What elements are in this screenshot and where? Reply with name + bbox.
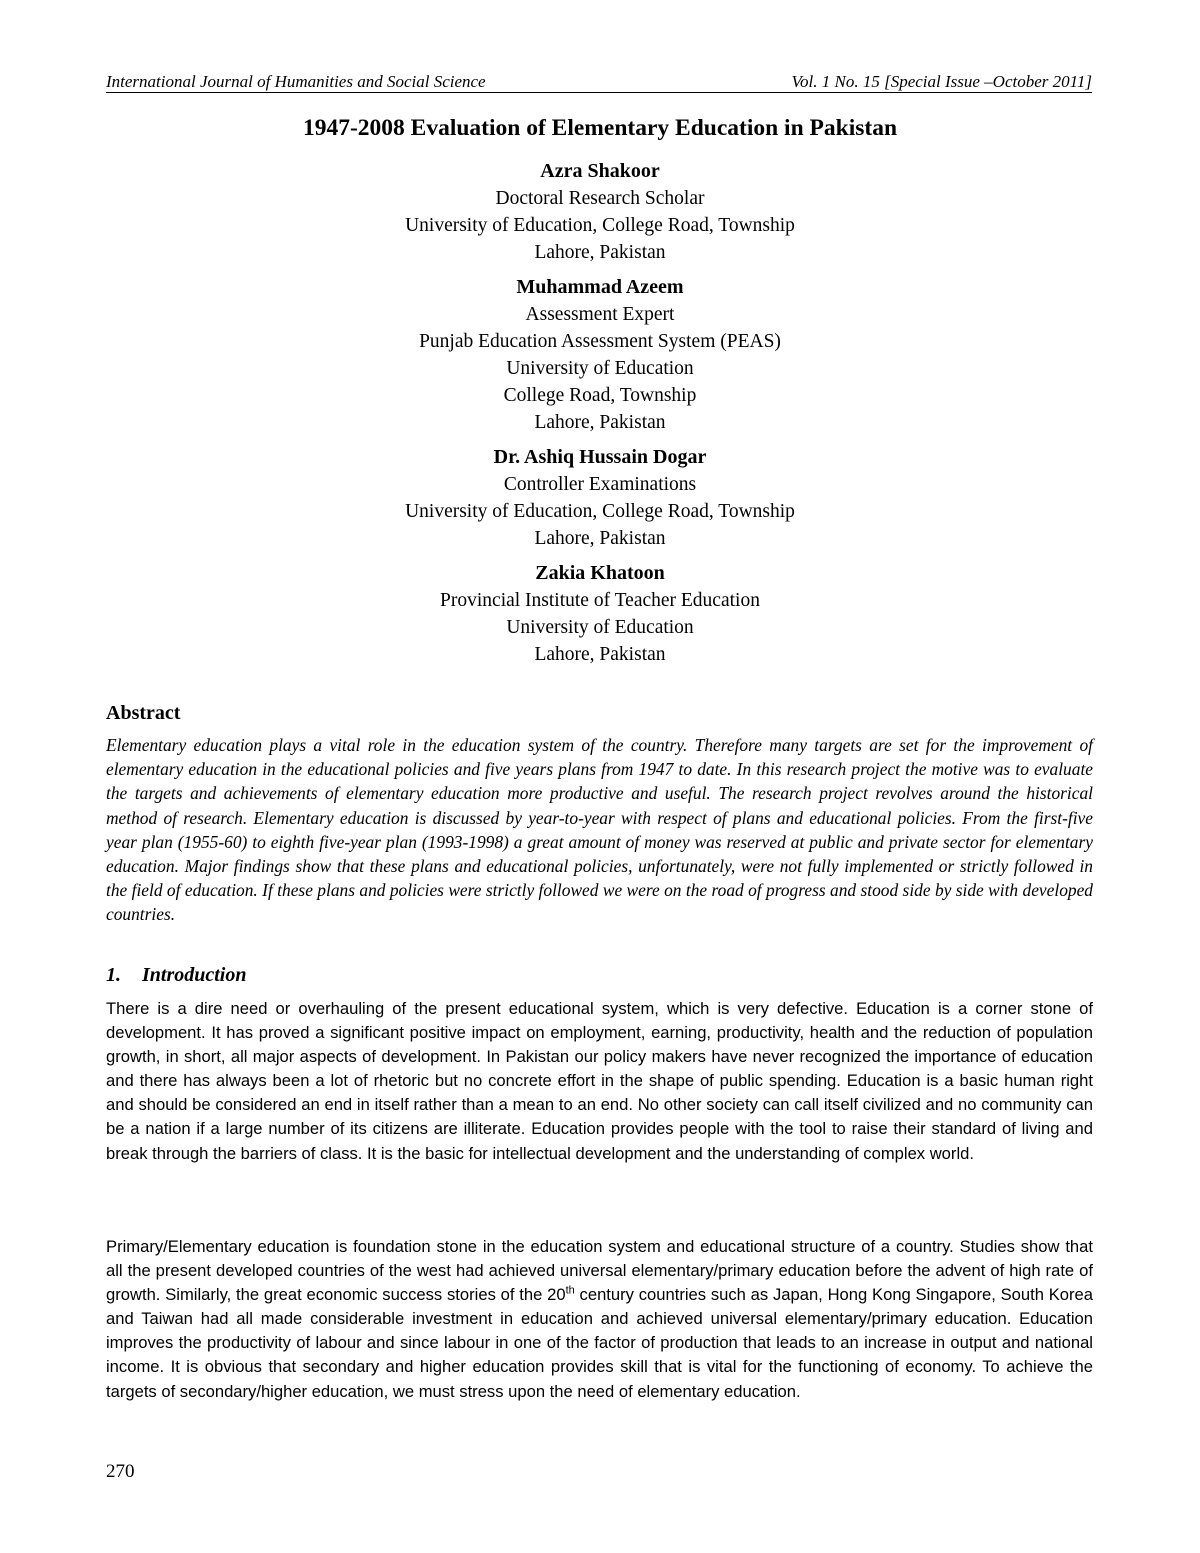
issue-info: Vol. 1 No. 15 [Special Issue –October 2011] [791, 72, 1092, 91]
paper-title: 1947-2008 Evaluation of Elementary Education in Pakistan [302, 115, 898, 141]
author-name: Dr. Ashiq Hussain Dogar [493, 446, 707, 468]
section-heading-introduction [106, 962, 246, 989]
author-1 [0, 158, 1200, 266]
affiliation-line: Lahore, Pakistan [534, 412, 666, 433]
affiliation-line: Doctoral Research Scholar [495, 188, 705, 209]
affiliation-line: Punjab Education Assessment System (PEAS) [419, 331, 781, 352]
affiliation-line: University of Education, College Road, Township [405, 215, 795, 236]
paragraph-text: Primary/Elementary education is foundation stone in the education system and educational structure of a country. Studies show that all the present developed countries of the west had achieved universal elementary/primary education before the advent of high rate of growth. Similarly, the great economic success stories of the 20 [106, 1237, 1093, 1305]
author-name: Azra Shakoor [540, 160, 660, 182]
section-title: Introduction [142, 964, 247, 986]
affiliation-line: University of Education, College Road, Township [405, 501, 795, 522]
affiliation-line: Lahore, Pakistan [534, 644, 666, 665]
abstract-heading: Abstract [106, 702, 181, 724]
journal-name: International Journal of Humanities and Social Science [106, 72, 486, 91]
author-3 [0, 444, 1200, 552]
paragraph-text: century countries such as Japan, Hong Kong Singapore, South Korea and Taiwan had all made considerable investment in education and achieved universal elementary/primary education. Education improves the productivity of labour and since labour in one of the factor of production that leads to an increase in output and national income. It is obvious that secondary and higher education provides skill that is vital for the functioning of economy. To achieve the targets of secondary/higher education, we must stress upon the need of elementary education. [106, 1285, 1094, 1401]
affiliation-line: Assessment Expert [525, 304, 675, 325]
author-4 [0, 560, 1200, 668]
section-number: 1. [106, 964, 121, 986]
affiliation-line: Lahore, Pakistan [534, 528, 666, 549]
author-2 [0, 274, 1200, 436]
affiliation-line: Controller Examinations [503, 474, 697, 495]
affiliation-line: Provincial Institute of Teacher Education [440, 590, 760, 611]
body-paragraph-1: There is a dire need or overhauling of the present educational system, which is very defective. Education is a corner stone of development. It has proved a significant positive impact on employment, earning, productivity, health and the reduction of population growth, in short, all major aspects of development. In Pakistan our policy makers have never recognized the importance of education and there has always been a lot of rhetoric but no concrete effort in the shape of public spending. Education is a basic human right and should be considered an end in itself rather than a mean to an end. No other society can call itself civilized and no community can be a nation if a large number of its citizens are illiterate. Education provides people with the tool to raise their standard of living and break through the barriers of class. It is the basic for intellectual development and the understanding of complex world. [106, 999, 1093, 1163]
author-block [0, 158, 1200, 676]
affiliation-line: University of Education [506, 358, 694, 379]
author-name: Zakia Khatoon [535, 562, 665, 584]
page-number: 270 [106, 1461, 135, 1482]
affiliation-line: College Road, Township [503, 385, 697, 406]
affiliation-line: University of Education [506, 617, 694, 638]
superscript: th [565, 1284, 575, 1297]
running-header [106, 72, 1092, 93]
author-name: Muhammad Azeem [516, 276, 684, 298]
body-paragraph-2 [106, 1235, 1093, 1404]
abstract-text: Elementary education plays a vital role in the education system of the country. Therefore many targets are set for the improvement of elementary education in the educational policies and five years plans from 1947 to date. In this research project the motive was to evaluate the targets and achievements of elementary education more productive and useful. The research project revolves around the historical method of research. Elementary education is discussed by year-to-year with respect of plans and educational policies. From the first-five year plan (1955-60) to eighth five-year plan (1993-1998) a great amount of money was reserved at public and private sector for elementary education. Major findings show that these plans and educational policies, unfortunately, were not fully implemented or strictly followed in the field of education. If these plans and policies were strictly followed we were on the road of progress and stood side by side with developed countries. [106, 735, 1093, 925]
affiliation-line: Lahore, Pakistan [534, 242, 666, 263]
